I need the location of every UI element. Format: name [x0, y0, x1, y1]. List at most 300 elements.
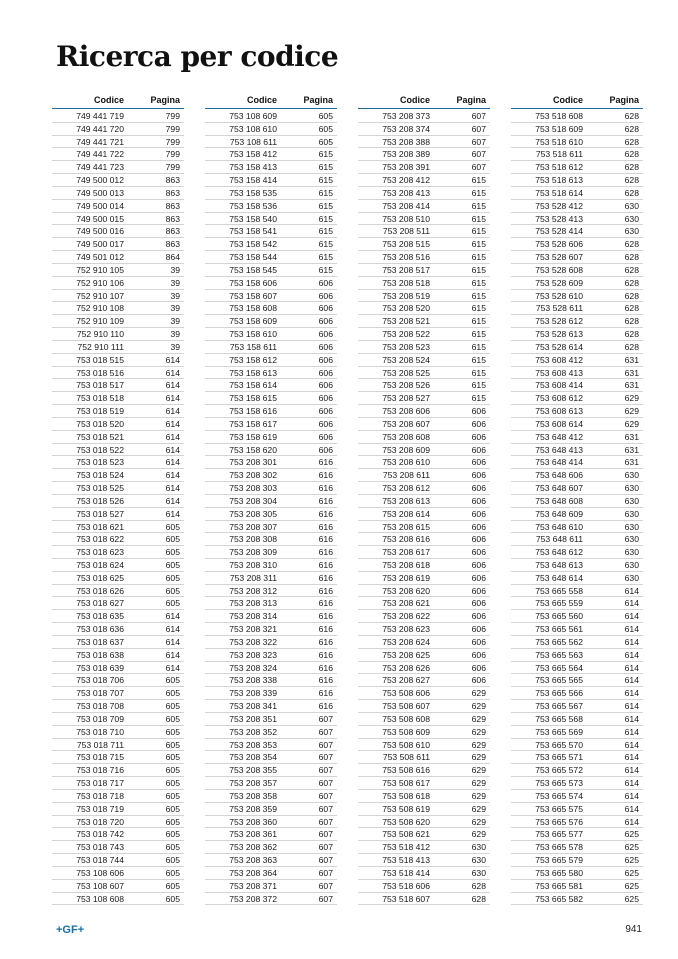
table-row: [358, 225, 490, 238]
code-cell: 753 208 620: [382, 585, 430, 596]
code-cell: 753 528 607: [535, 252, 583, 263]
page-cell: 605: [165, 572, 180, 583]
code-cell: 753 518 606: [382, 880, 430, 891]
page-cell: 616: [318, 521, 333, 532]
code-cell: 753 018 623: [76, 547, 124, 558]
table-row: [205, 674, 337, 687]
code-cell: 753 518 612: [535, 162, 583, 173]
code-cell: 753 018 743: [76, 842, 124, 853]
page-cell: 616: [318, 483, 333, 494]
code-cell: 753 018 718: [76, 790, 124, 801]
table-row: [511, 726, 643, 739]
table-row: [52, 251, 184, 264]
table-row: [205, 264, 337, 277]
code-cell: 753 665 563: [535, 649, 583, 660]
page-cell: 607: [318, 752, 333, 763]
code-cell: 753 018 621: [76, 521, 124, 532]
page-title: Ricerca per codice: [56, 40, 339, 73]
page-cell: 615: [318, 162, 333, 173]
table-row: [511, 816, 643, 829]
code-cell: 753 648 608: [535, 495, 583, 506]
table-row: [52, 302, 184, 315]
header-page: Pagina: [456, 95, 486, 105]
code-cell: 753 208 353: [229, 739, 277, 750]
page-cell: 616: [318, 649, 333, 660]
table-row: [358, 533, 490, 546]
table-row: [358, 456, 490, 469]
code-cell: 753 018 519: [76, 406, 124, 417]
page-cell: 616: [318, 675, 333, 686]
index-column-4: [511, 94, 643, 905]
page-cell: 616: [318, 624, 333, 635]
page-cell: 606: [471, 521, 486, 532]
code-cell: 753 208 611: [382, 470, 430, 481]
code-cell: 753 018 625: [76, 572, 124, 583]
page-cell: 630: [624, 483, 639, 494]
table-row: [358, 110, 490, 123]
code-cell: 753 208 610: [382, 457, 430, 468]
code-cell: 753 158 413: [229, 162, 277, 173]
code-cell: 753 208 361: [229, 829, 277, 840]
code-cell: 753 208 357: [229, 778, 277, 789]
table-row: [52, 431, 184, 444]
table-row: [511, 315, 643, 328]
page-cell: 605: [165, 816, 180, 827]
page-cell: 616: [318, 457, 333, 468]
page-cell: 629: [471, 790, 486, 801]
page-cell: 630: [624, 495, 639, 506]
header-code: Codice: [552, 95, 583, 105]
table-row: [511, 739, 643, 752]
table-row: [52, 585, 184, 598]
table-row: [205, 585, 337, 598]
code-cell: 753 208 313: [229, 598, 277, 609]
page-cell: 605: [165, 559, 180, 570]
page-cell: 629: [471, 816, 486, 827]
page-cell: 605: [165, 752, 180, 763]
code-cell: 753 208 613: [382, 495, 430, 506]
page-cell: 607: [471, 111, 486, 121]
page-cell: 606: [471, 508, 486, 519]
table-row: [52, 456, 184, 469]
page-cell: 628: [624, 149, 639, 160]
page-cell: 625: [624, 880, 639, 891]
page-cell: 606: [471, 431, 486, 442]
page-cell: 607: [318, 778, 333, 789]
page-cell: 799: [165, 123, 180, 134]
table-row: [205, 751, 337, 764]
code-cell: 753 608 413: [535, 367, 583, 378]
header-page: Pagina: [609, 95, 639, 105]
code-cell: 753 158 606: [229, 277, 277, 288]
table-row: [52, 687, 184, 700]
table-row: [358, 341, 490, 354]
page-cell: 39: [170, 264, 180, 275]
table-row: [52, 495, 184, 508]
page-cell: 614: [624, 624, 639, 635]
table-row: [205, 277, 337, 290]
page-cell: 615: [471, 393, 486, 404]
code-cell: 753 208 312: [229, 585, 277, 596]
code-cell: 753 508 617: [382, 778, 430, 789]
table-row: [52, 264, 184, 277]
page-cell: 629: [471, 701, 486, 712]
code-cell: 753 648 412: [535, 431, 583, 442]
table-row: [511, 482, 643, 495]
page-cell: 615: [318, 175, 333, 186]
code-cell: 753 665 569: [535, 726, 583, 737]
code-cell: 753 208 321: [229, 624, 277, 635]
page-cell: 605: [165, 855, 180, 866]
code-cell: 753 208 412: [382, 175, 430, 186]
code-cell: 753 508 620: [382, 816, 430, 827]
page-cell: 614: [624, 765, 639, 776]
table-row: [52, 623, 184, 636]
page-number: 941: [625, 924, 642, 935]
page-cell: 607: [318, 790, 333, 801]
code-cell: 753 208 615: [382, 521, 430, 532]
table-row: [511, 828, 643, 841]
page-cell: 616: [318, 534, 333, 545]
table-row: [52, 546, 184, 559]
page-cell: 607: [471, 123, 486, 134]
code-cell: 753 508 606: [382, 688, 430, 699]
page-cell: 616: [318, 547, 333, 558]
table-row: [205, 623, 337, 636]
page-cell: 616: [318, 598, 333, 609]
page-cell: 605: [165, 534, 180, 545]
page-cell: 630: [624, 572, 639, 583]
table-row: [52, 572, 184, 585]
code-cell: 753 208 518: [382, 277, 430, 288]
table-row: [511, 508, 643, 521]
table-row: [52, 662, 184, 675]
page-cell: 39: [170, 341, 180, 352]
page-cell: 628: [624, 329, 639, 340]
table-row: [358, 559, 490, 572]
table-row: [358, 880, 490, 893]
page-cell: 628: [624, 123, 639, 134]
code-cell: 753 528 608: [535, 264, 583, 275]
page-cell: 605: [165, 765, 180, 776]
page-cell: 605: [165, 726, 180, 737]
code-cell: 753 528 609: [535, 277, 583, 288]
code-cell: 753 508 610: [382, 739, 430, 750]
code-cell: 753 518 413: [382, 855, 430, 866]
column-header: [52, 94, 184, 109]
page-cell: 607: [318, 739, 333, 750]
page-cell: 631: [624, 457, 639, 468]
page-cell: 607: [471, 136, 486, 147]
table-row: [52, 636, 184, 649]
table-row: [52, 328, 184, 341]
code-cell: 753 158 535: [229, 187, 277, 198]
table-row: [205, 238, 337, 251]
code-cell: 753 018 527: [76, 508, 124, 519]
table-row: [358, 867, 490, 880]
code-cell: 753 208 612: [382, 483, 430, 494]
page-cell: 631: [624, 354, 639, 365]
page-cell: 606: [471, 483, 486, 494]
code-cell: 753 158 619: [229, 431, 277, 442]
code-cell: 753 665 574: [535, 790, 583, 801]
code-cell: 753 208 616: [382, 534, 430, 545]
page-cell: 629: [471, 829, 486, 840]
table-row: [358, 302, 490, 315]
code-cell: 753 208 352: [229, 726, 277, 737]
table-row: [205, 597, 337, 610]
page-cell: 614: [165, 444, 180, 455]
page-cell: 605: [165, 585, 180, 596]
code-cell: 753 648 414: [535, 457, 583, 468]
table-row: [205, 469, 337, 482]
code-cell: 753 208 351: [229, 713, 277, 724]
page-cell: 606: [318, 406, 333, 417]
code-cell: 753 018 717: [76, 778, 124, 789]
code-cell: 753 665 579: [535, 855, 583, 866]
code-cell: 753 018 719: [76, 803, 124, 814]
table-row: [205, 764, 337, 777]
table-row: [358, 623, 490, 636]
table-row: [358, 610, 490, 623]
table-row: [52, 764, 184, 777]
table-row: [205, 136, 337, 149]
table-row: [358, 777, 490, 790]
code-cell: 753 665 572: [535, 765, 583, 776]
code-cell: 753 208 523: [382, 341, 430, 352]
table-row: [511, 521, 643, 534]
code-cell: 753 528 412: [535, 200, 583, 211]
column-header: [511, 94, 643, 109]
page-cell: 606: [471, 649, 486, 660]
table-row: [511, 148, 643, 161]
page-cell: 629: [624, 393, 639, 404]
page-cell: 614: [165, 662, 180, 673]
table-row: [205, 713, 337, 726]
table-row: [52, 444, 184, 457]
code-cell: 753 018 710: [76, 726, 124, 737]
page-cell: 614: [165, 393, 180, 404]
table-row: [205, 816, 337, 829]
page-cell: 614: [165, 470, 180, 481]
code-cell: 753 208 371: [229, 880, 277, 891]
code-cell: 753 208 373: [382, 111, 430, 121]
code-cell: 753 208 520: [382, 303, 430, 314]
page-cell: 607: [471, 162, 486, 173]
code-cell: 753 208 622: [382, 611, 430, 622]
page-cell: 606: [471, 418, 486, 429]
code-cell: 753 208 388: [382, 136, 430, 147]
table-row: [511, 341, 643, 354]
code-cell: 753 208 522: [382, 329, 430, 340]
table-row: [205, 495, 337, 508]
page-cell: 630: [624, 470, 639, 481]
page-cell: 615: [318, 239, 333, 250]
table-row: [52, 841, 184, 854]
code-cell: 753 208 308: [229, 534, 277, 545]
table-row: [52, 277, 184, 290]
code-cell: 753 158 613: [229, 367, 277, 378]
page-cell: 630: [624, 521, 639, 532]
code-cell: 753 665 581: [535, 880, 583, 891]
code-cell: 753 608 414: [535, 380, 583, 391]
table-row: [358, 161, 490, 174]
code-cell: 753 648 614: [535, 572, 583, 583]
table-row: [205, 521, 337, 534]
code-cell: 753 648 613: [535, 559, 583, 570]
code-cell: 753 665 575: [535, 803, 583, 814]
page-cell: 606: [318, 354, 333, 365]
table-row: [205, 636, 337, 649]
table-row: [511, 803, 643, 816]
table-row: [358, 213, 490, 226]
table-row: [205, 341, 337, 354]
page-cell: 631: [624, 367, 639, 378]
column-header: [358, 94, 490, 109]
page-cell: 628: [624, 187, 639, 198]
table-row: [511, 880, 643, 893]
page-cell: 615: [471, 200, 486, 211]
page-cell: 615: [318, 213, 333, 224]
table-row: [358, 841, 490, 854]
page-cell: 606: [471, 470, 486, 481]
page-cell: 629: [624, 406, 639, 417]
page-cell: 616: [318, 508, 333, 519]
column-header: [205, 94, 337, 109]
page-cell: 628: [624, 277, 639, 288]
page-cell: 605: [165, 739, 180, 750]
table-row: [205, 662, 337, 675]
page-cell: 614: [624, 713, 639, 724]
table-row: [511, 174, 643, 187]
code-cell: 753 665 565: [535, 675, 583, 686]
page-cell: 605: [165, 829, 180, 840]
code-cell: 753 158 614: [229, 380, 277, 391]
table-row: [511, 841, 643, 854]
table-row: [358, 238, 490, 251]
table-row: [511, 751, 643, 764]
rows: [205, 110, 337, 905]
page-cell: 616: [318, 572, 333, 583]
page-cell: 616: [318, 611, 333, 622]
page-cell: 863: [165, 239, 180, 250]
page-cell: 615: [471, 367, 486, 378]
code-cell: 753 665 570: [535, 739, 583, 750]
page-cell: 625: [624, 842, 639, 853]
table-row: [205, 225, 337, 238]
table-row: [205, 456, 337, 469]
page-cell: 606: [318, 341, 333, 352]
table-row: [52, 379, 184, 392]
code-cell: 753 208 372: [229, 893, 277, 904]
code-cell: 753 665 564: [535, 662, 583, 673]
page-cell: 614: [165, 418, 180, 429]
table-row: [52, 367, 184, 380]
table-row: [205, 251, 337, 264]
page-cell: 625: [624, 893, 639, 904]
table-row: [358, 816, 490, 829]
table-row: [511, 200, 643, 213]
table-row: [358, 739, 490, 752]
code-cell: 752 910 108: [76, 303, 124, 314]
code-cell: 753 208 358: [229, 790, 277, 801]
page-cell: 615: [471, 303, 486, 314]
code-cell: 753 518 610: [535, 136, 583, 147]
page-cell: 630: [624, 200, 639, 211]
page-cell: 606: [318, 393, 333, 404]
code-cell: 753 518 614: [535, 187, 583, 198]
code-cell: 753 608 612: [535, 393, 583, 404]
table-row: [52, 713, 184, 726]
code-cell: 753 208 511: [382, 226, 430, 237]
page-cell: 629: [471, 739, 486, 750]
code-cell: 753 648 607: [535, 483, 583, 494]
page-cell: 39: [170, 277, 180, 288]
page-cell: 605: [165, 598, 180, 609]
page-cell: 863: [165, 200, 180, 211]
page-cell: 615: [471, 341, 486, 352]
code-cell: 753 665 562: [535, 636, 583, 647]
table-row: [205, 508, 337, 521]
page-cell: 606: [318, 303, 333, 314]
page-cell: 614: [624, 752, 639, 763]
code-cell: 752 910 107: [76, 290, 124, 301]
table-row: [511, 367, 643, 380]
code-cell: 753 665 578: [535, 842, 583, 853]
table-row: [52, 225, 184, 238]
table-row: [511, 790, 643, 803]
page-cell: 863: [165, 187, 180, 198]
page-cell: 614: [165, 406, 180, 417]
code-cell: 753 018 637: [76, 636, 124, 647]
page-cell: 605: [165, 803, 180, 814]
code-cell: 753 158 544: [229, 252, 277, 263]
table-row: [358, 264, 490, 277]
page-cell: 625: [624, 855, 639, 866]
code-cell: 753 648 606: [535, 470, 583, 481]
page-cell: 614: [165, 649, 180, 660]
page-cell: 863: [165, 175, 180, 186]
page-cell: 605: [318, 111, 333, 121]
rows: [511, 110, 643, 905]
page-cell: 628: [624, 136, 639, 147]
table-row: [358, 662, 490, 675]
page-cell: 614: [624, 636, 639, 647]
table-row: [511, 572, 643, 585]
table-row: [358, 444, 490, 457]
code-cell: 753 208 527: [382, 393, 430, 404]
page-cell: 863: [165, 213, 180, 224]
table-row: [511, 290, 643, 303]
table-row: [205, 572, 337, 585]
page-cell: 615: [471, 316, 486, 327]
table-row: [358, 521, 490, 534]
code-cell: 753 108 607: [76, 880, 124, 891]
code-cell: 753 018 627: [76, 598, 124, 609]
table-row: [205, 610, 337, 623]
code-cell: 749 500 016: [76, 226, 124, 237]
page-cell: 614: [165, 367, 180, 378]
table-row: [52, 482, 184, 495]
table-row: [358, 392, 490, 405]
table-row: [358, 585, 490, 598]
table-row: [52, 418, 184, 431]
table-row: [205, 354, 337, 367]
page-cell: 616: [318, 636, 333, 647]
code-cell: 753 208 305: [229, 508, 277, 519]
table-row: [52, 867, 184, 880]
page-cell: 631: [624, 431, 639, 442]
